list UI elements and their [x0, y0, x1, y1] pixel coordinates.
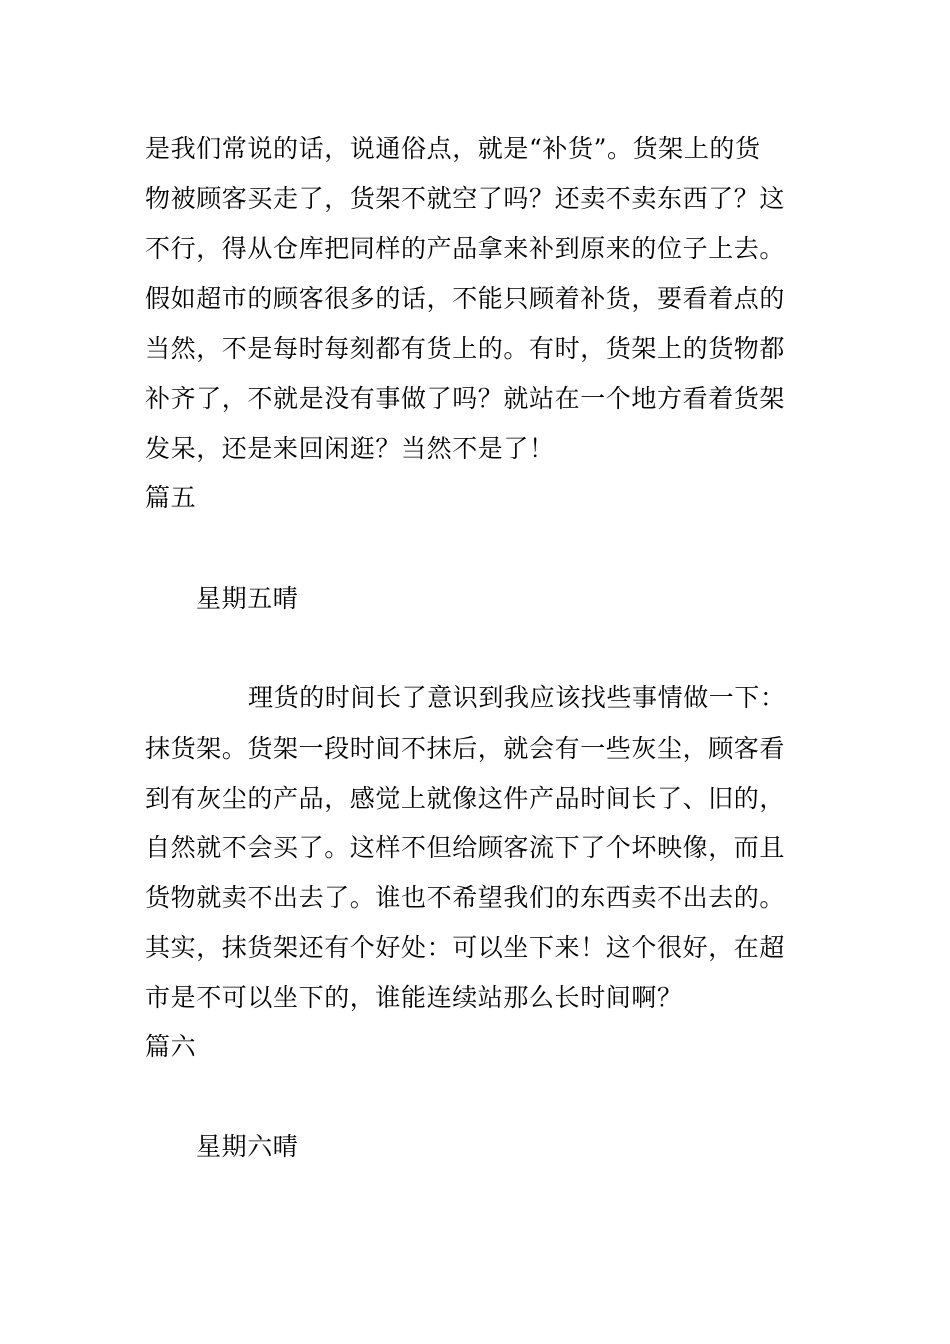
paragraph-2-line-4: 自然就不会买了。这样不但给顾客流下了个坏映像，而且 [145, 833, 786, 862]
paragraph-1-line-3: 不行，得从仓库把同样的产品拿来补到原来的位子上去。 [145, 234, 786, 263]
paragraph-2-line-6: 其实，抹货架还有个好处：可以坐下来！这个很好，在超 [145, 933, 786, 962]
paragraph-2-line-2: 抹货架。货架一段时间不抹后，就会有一些灰尘，顾客看 [145, 734, 786, 763]
section-6-heading: 篇六 [145, 1032, 197, 1061]
paragraph-2-line-5: 货物就卖不出去了。谁也不希望我们的东西卖不出去的。 [145, 883, 786, 912]
paragraph-1-line-7: 发呆，还是来回闲逛？当然不是了！ [145, 434, 555, 463]
paragraph-2-line-3: 到有灰尘的产品，感觉上就像这件产品时间长了、旧的， [145, 784, 786, 813]
paragraph-2-line-7: 市是不可以坐下的，谁能连续站那么长时间啊？ [145, 983, 683, 1012]
paragraph-1-line-6: 补齐了，不就是没有事做了吗？就站在一个地方看着货架 [145, 384, 786, 413]
paragraph-1-line-2: 物被顾客买走了，货架不就空了吗？还卖不卖东西了？这 [145, 184, 786, 213]
section-6-date: 星期六晴 [196, 1132, 299, 1161]
section-5-date: 星期五晴 [196, 584, 299, 613]
section-5-heading: 篇五 [145, 483, 197, 512]
paragraph-1-line-1: 是我们常说的话，说通俗点，就是“补货”。货架上的货 [145, 134, 761, 163]
paragraph-2-line-1: 理货的时间长了意识到我应该找些事情做一下： [248, 683, 786, 712]
paragraph-1-line-4: 假如超市的顾客很多的话，不能只顾着补货，要看着点的 [145, 284, 786, 313]
paragraph-1-line-5: 当然，不是每时每刻都有货上的。有时，货架上的货物都 [145, 334, 786, 363]
